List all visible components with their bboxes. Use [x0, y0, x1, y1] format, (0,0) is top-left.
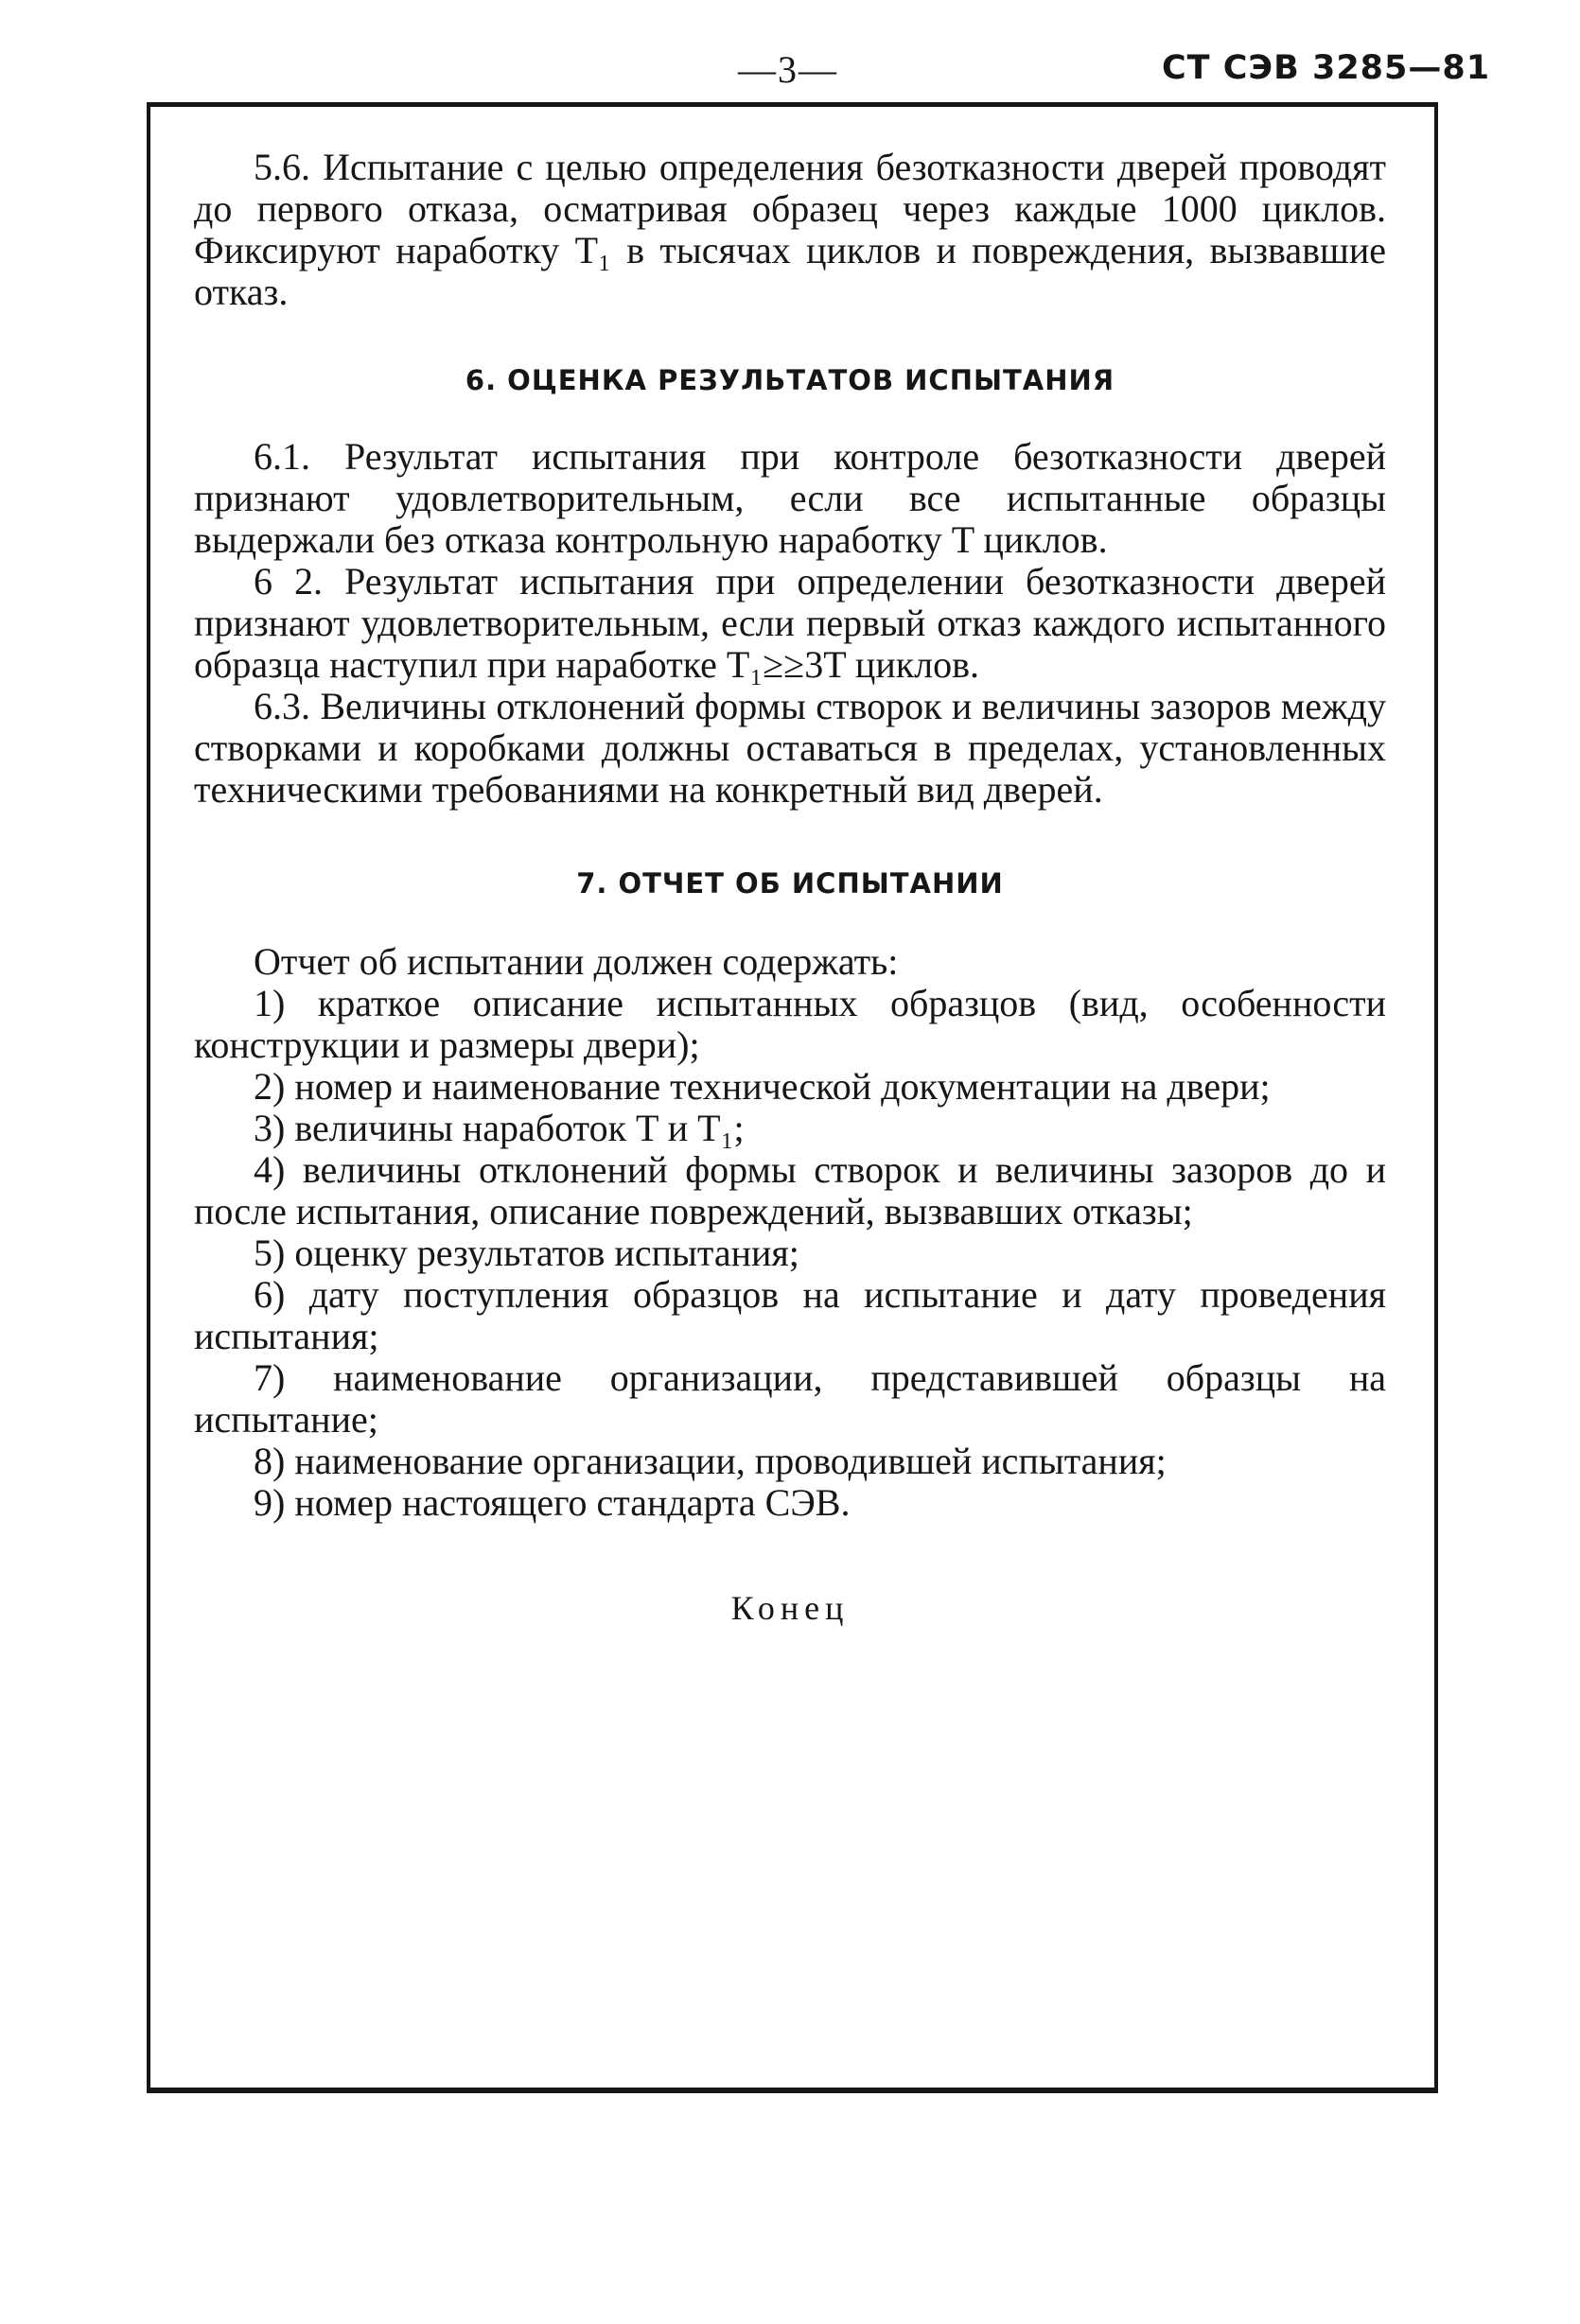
report-item-8: 8) наименование организации, проводившей испытания;	[254, 1440, 1167, 1482]
document-body	[194, 147, 1386, 1628]
paragraph-6-2: 6 2. Результат испытания при определении безотказности дверей признают удовлетворительным, если первый отказ каждого испытанного образца наступил при наработке T₁≥≥3T циклов.	[194, 560, 1386, 686]
paragraph-5-6: 5.6. Испытание с целью определения безотказности дверей проводят до первого отказа, осматривая образец через каждые 1000 циклов. Фиксируют наработку T₁ в тысячах циклов и повреждения, вызвавшие отказ.	[194, 146, 1386, 313]
report-item-9: 9) номер настоящего стандарта СЭВ.	[254, 1481, 851, 1524]
paragraph-6-1: 6.1. Результат испытания при контроле безотказности дверей признают удовлетворительным, если все испытанные образцы выдержали без отказа контрольную наработку T циклов.	[194, 435, 1386, 561]
end-mark: Конец	[730, 1589, 850, 1627]
page-number: —3—	[738, 48, 838, 91]
section-7-heading: 7. ОТЧЕТ ОБ ИСПЫТАНИИ	[576, 867, 1004, 900]
report-item-6: 6) дату поступления образцов на испытание и дату проведения испытания;	[194, 1273, 1386, 1357]
section-6-heading: 6. ОЦЕНКА РЕЗУЛЬТАТОВ ИСПЫТАНИЯ	[465, 364, 1115, 396]
paragraph-6-3: 6.3. Величины отклонений формы створок и величины зазоров между створками и коробками должны оставаться в пределах, установленных техническими требованиями на конкретный вид дверей.	[194, 685, 1386, 811]
report-item-4: 4) величины отклонений формы створок и величины зазоров до и после испытания, описание повреждений, вызвавших отказы;	[194, 1148, 1386, 1232]
report-item-1: 1) краткое описание испытанных образцов (вид, особенности конструкции и размеры двери);	[194, 982, 1386, 1066]
report-item-5: 5) оценку результатов испытания;	[254, 1232, 799, 1274]
report-item-2: 2) номер и наименование технической документации на двери;	[254, 1065, 1271, 1108]
report-intro: Отчет об испытании должен содержать:	[254, 940, 899, 983]
report-item-7: 7) наименование организации, представившей образцы на испытание;	[194, 1356, 1386, 1441]
standard-number: СТ СЭВ 3285—81	[1162, 49, 1491, 87]
report-item-3: 3) величины наработок T и T₁;	[254, 1107, 745, 1149]
